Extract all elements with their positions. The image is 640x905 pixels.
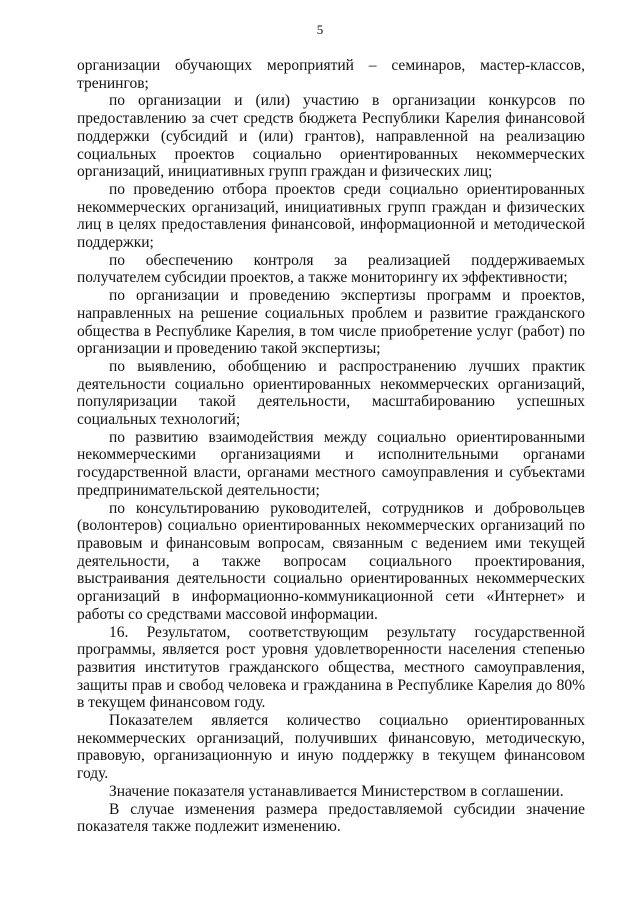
paragraph-1: организации обучающих мероприятий – семинаров, мастер-классов, тренингов; (77, 57, 585, 92)
paragraph-11: Значение показателя устанавливается Министерством в соглашении. (109, 782, 564, 800)
paragraph-5: по организации и проведению экспертизы программ и проектов, направленных на решение социальных проблем и развитие гражданского общества в Республике Карелия, в том числе приобретение услуг (работ) по организации и проведению такой экспертизы; (77, 287, 585, 358)
paragraph-8: по консультированию руководителей, сотрудников и добровольцев (волонтеров) социально ориентированных некоммерческих организаций по правовым и финансовым вопросам, связанным с ведением ими текущей деятельности, а также вопросам социального проектирования, выстраивания деятельности социально ориентированных некоммерческих организаций в информационно-коммуникационной сети «Интернет» и работы со средствами массовой информации. (77, 499, 585, 623)
paragraph-10: Показателем является количество социально ориентированных некоммерческих организаций, получивших финансовую, методическую, правовую, организационную и иную поддержку в текущем финансовом году. (77, 712, 585, 783)
paragraph-3: по проведению отбора проектов среди социально ориентированных некоммерческих организаций, инициативных групп граждан и физических лиц в целях предоставления финансовой, информационной и методической поддержки; (77, 180, 585, 252)
page-number: 5 (316, 22, 324, 37)
paragraph-6: по выявлению, обобщению и распространению лучших практик деятельности социально ориентированных некоммерческих организаций, популяризации такой деятельности, масштабированию успешных социальных технологий; (77, 357, 585, 429)
document-body (77, 57, 585, 836)
paragraph-4: по обеспечению контроля за реализацией поддерживаемых получателем субсидии проектов, а также мониторингу их эффективности; (77, 251, 585, 287)
paragraph-9: 16. Результатом, соответствующим результату государственной программы, является рост уровня удовлетворенности населения степенью развития институтов гражданского общества, местного самоуправления, защиты прав и свобод человека и гражданина в Республике Карелия до 80% в текущем финансовом году. (77, 623, 585, 712)
paragraph-12: В случае изменения размера предоставляемой субсидии значение показателя также подлежит изменению. (77, 800, 585, 836)
paragraph-2: по организации и (или) участию в организации конкурсов по предоставлению за счет средств бюджета Республики Карелия финансовой поддержки (субсидий и (или) грантов), направленной на реализацию социальных проектов социально ориентированных некоммерческих организаций, инициативных групп граждан и физических лиц; (77, 92, 585, 181)
paragraph-7: по развитию взаимодействия между социально ориентированными некоммерческими организациями и исполнительными органами государственной власти, органами местного самоуправления и субъектами предпринимательской деятельности; (77, 428, 585, 499)
